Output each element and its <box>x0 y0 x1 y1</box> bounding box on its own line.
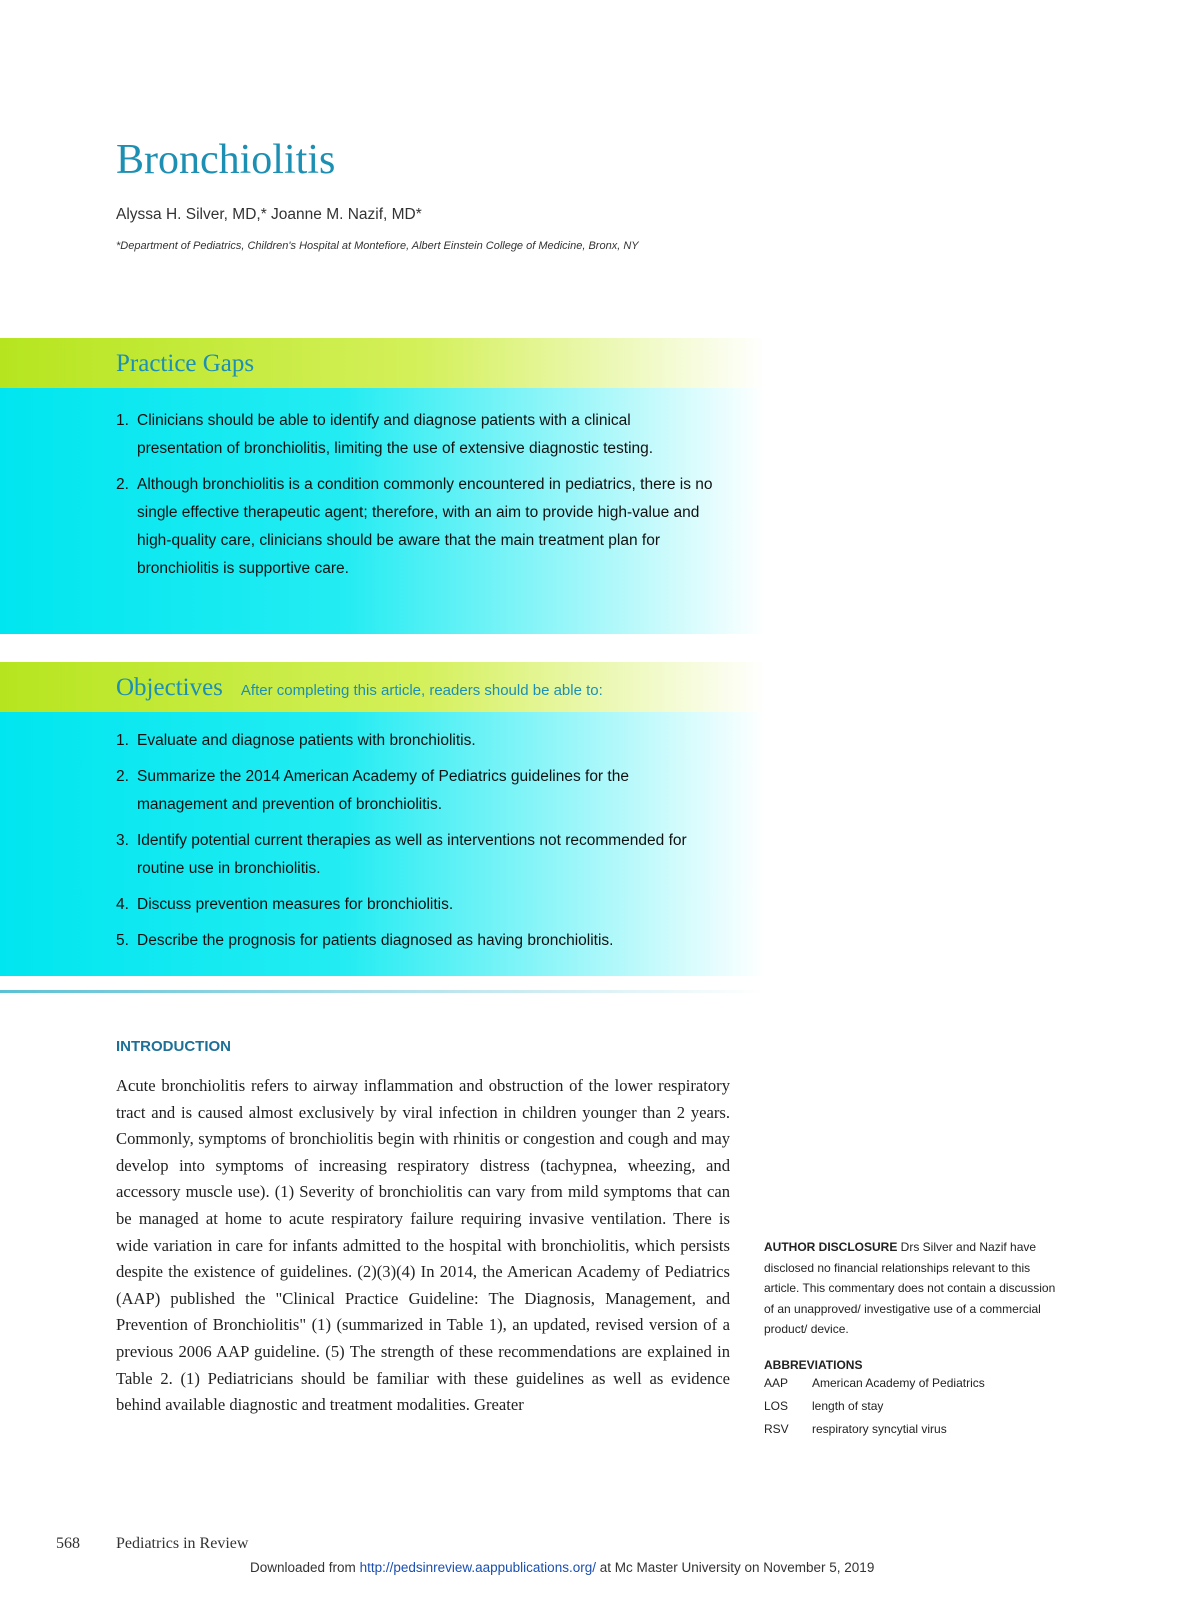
item-number: 1. <box>116 412 129 429</box>
item-number: 4. <box>116 896 129 913</box>
author-line: Alyssa H. Silver, MD,* Joanne M. Nazif, MD* <box>116 206 422 223</box>
article-title: Bronchiolitis <box>116 137 336 183</box>
list-item <box>116 927 716 955</box>
abbreviation-term: RSV <box>764 1421 789 1436</box>
objectives-heading-row <box>116 674 603 702</box>
item-text: Discuss prevention measures for bronchiolitis. <box>137 896 454 913</box>
abbreviation-meaning: American Academy of Pediatrics <box>812 1375 985 1390</box>
objectives-heading: Objectives <box>116 674 223 701</box>
list-item <box>116 727 716 755</box>
item-text: Clinicians should be able to identify and diagnose patients with a clinical presentation of bronchiolitis, limiting the use of extensive diagnostic testing. <box>137 412 654 457</box>
introduction-body: Acute bronchiolitis refers to airway inflammation and obstruction of the lower respiratory tract and is caused almost exclusively by viral infection in children younger than 2 years. Commonly, symptoms of bronchiolitis begin with rhinitis or congestion and cough and may develop into symptoms of increasing respiratory distress (tachypnea, wheezing, and accessory muscle use). (1) Severity of bronchiolitis can vary from mild symptoms that can be managed at home to acute respiratory failure requiring invasive ventilation. There is wide variation in care for infants admitted to the hospital with bronchiolitis, which persists despite the existence of guidelines. (2)(3)(4) In 2014, the American Academy of Pediatrics (AAP) published the "Clinical Practice Guideline: The Diagnosis, Management, and Prevention of Bronchiolitis" (1) (summarized in Table 1), an updated, revised version of a previous 2006 AAP guideline. (5) The strength of these recommendations are explained in Table 2. (1) Pediatricians should be familiar with these guidelines as well as evidence behind available diagnostic and treatment modalities. Greater <box>116 1076 730 1415</box>
disclosure-label: AUTHOR DISCLOSURE <box>764 1240 898 1254</box>
abbreviation-meaning: length of stay <box>812 1398 884 1413</box>
practice-gaps-heading: Practice Gaps <box>116 350 255 377</box>
item-text: Identify potential current therapies as well as interventions not recommended for routine use in bronchiolitis. <box>137 832 687 877</box>
abbreviation-row <box>764 1418 1064 1441</box>
list-item <box>116 407 716 463</box>
download-link[interactable]: http://pedsinreview.aappublications.org/ <box>359 1560 596 1575</box>
objectives-subheading: After completing this article, readers should be able to: <box>240 682 603 699</box>
item-text: Evaluate and diagnose patients with bronchiolitis. <box>137 732 476 749</box>
item-text: Describe the prognosis for patients diagnosed as having bronchiolitis. <box>137 932 614 949</box>
list-item <box>116 471 716 583</box>
item-number: 3. <box>116 832 129 849</box>
introduction-heading: INTRODUCTION <box>116 1038 231 1055</box>
disclosure-text: Drs Silver and Nazif have disclosed no financial relationships relevant to this article. This commentary does not contain a discussion of an unapproved/ investigative use of a commercial product/ device. <box>764 1240 1056 1336</box>
item-text: Although bronchiolitis is a condition commonly encountered in pediatrics, there is no single effective therapeutic agent; therefore, with an aim to provide high-value and high-quality care, clinicians should be aware that the main treatment plan for bronchiolitis is supportive care. <box>137 476 713 577</box>
item-number: 1. <box>116 732 129 749</box>
practice-gaps-header-band <box>0 338 765 388</box>
abbreviations-heading: ABBREVIATIONS <box>764 1357 863 1372</box>
practice-gaps-list <box>116 407 716 591</box>
list-item <box>116 827 716 883</box>
download-suffix: at Mc Master University on November 5, 2019 <box>595 1560 875 1575</box>
item-number: 2. <box>116 476 129 493</box>
page-number: 568 <box>56 1535 80 1552</box>
item-text: Summarize the 2014 American Academy of Pediatrics guidelines for the management and prevention of bronchiolitis. <box>137 768 629 813</box>
author-disclosure <box>764 1237 1064 1340</box>
item-number: 5. <box>116 932 129 949</box>
journal-name: Pediatrics in Review <box>116 1535 249 1552</box>
download-prefix: Downloaded from <box>250 1560 360 1575</box>
download-notice <box>250 1560 874 1575</box>
abbreviation-term: LOS <box>764 1398 789 1413</box>
sidebar <box>764 1237 1064 1441</box>
objectives-list <box>116 727 716 963</box>
abbreviation-term: AAP <box>764 1375 789 1390</box>
list-item <box>116 891 716 919</box>
section-divider <box>0 990 765 993</box>
affiliation-line: *Department of Pediatrics, Children's Hospital at Montefiore, Albert Einstein College of Medicine, Bronx, NY <box>116 240 639 252</box>
abbreviation-meaning: respiratory syncytial virus <box>812 1421 947 1436</box>
list-item <box>116 763 716 819</box>
abbreviation-row <box>764 1372 1064 1395</box>
item-number: 2. <box>116 768 129 785</box>
abbreviation-row <box>764 1395 1064 1418</box>
